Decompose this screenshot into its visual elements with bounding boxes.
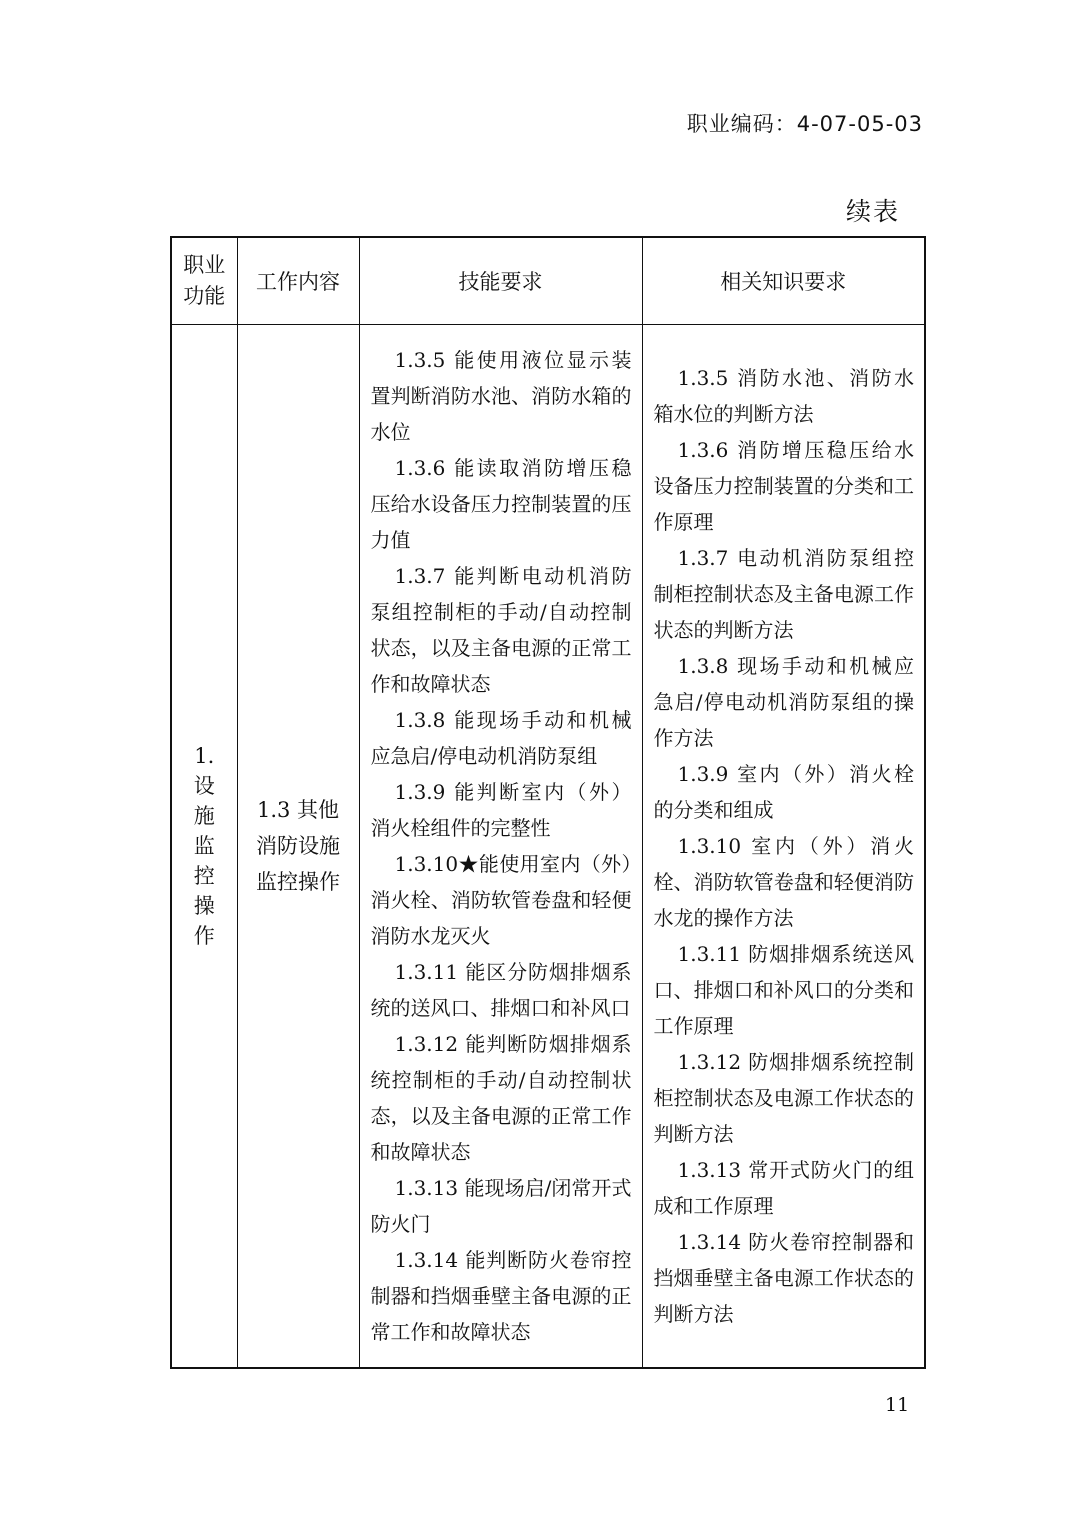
knowledge-item: 1.3.7 电动机消防泵组控制柜控制状态及主备电源工作状态的判断方法 bbox=[653, 546, 914, 642]
function-text: 操 bbox=[193, 894, 215, 918]
skill-item: 1.3.6 能读取消防增压稳压给水设备压力控制装置的压力值 bbox=[370, 456, 632, 552]
knowledge-item: 1.3.13 常开式防火门的组成和工作原理 bbox=[653, 1158, 914, 1218]
work-content-cell bbox=[237, 325, 359, 1369]
function-text: 控 bbox=[193, 864, 215, 888]
knowledge-item: 1.3.8 现场手动和机械应急启/停电动机消防泵组的操作方法 bbox=[653, 654, 914, 750]
occupation-code: 职业编码：4-07-05-03 bbox=[686, 112, 923, 136]
knowledge-item: 1.3.10 室内（外）消火栓、消防软管卷盘和轻便消防水龙的操作方法 bbox=[653, 834, 914, 930]
function-text: 1. bbox=[194, 744, 215, 768]
header-function: 职业 功能 bbox=[171, 237, 237, 325]
knowledge-item: 1.3.9 室内（外）消火栓的分类和组成 bbox=[653, 762, 914, 822]
page-number: 11 bbox=[885, 1394, 910, 1416]
skills-table bbox=[170, 236, 926, 1369]
function-text: 设 bbox=[193, 774, 215, 798]
function-text: 作 bbox=[193, 924, 215, 948]
function-cell bbox=[171, 325, 237, 1369]
skill-item: 1.3.14 能判断防火卷帘控制器和挡烟垂壁主备电源的正常工作和故障状态 bbox=[370, 1248, 632, 1344]
skills-cell bbox=[359, 325, 642, 1369]
skill-item: 1.3.9 能判断室内（外）消火栓组件的完整性 bbox=[370, 780, 632, 840]
skill-item: 1.3.10★能使用室内（外）消火栓、消防软管卷盘和轻便消防水龙灭火 bbox=[370, 852, 632, 948]
knowledge-item: 1.3.5 消防水池、消防水箱水位的判断方法 bbox=[653, 366, 914, 426]
header-skills: 技能要求 bbox=[359, 237, 642, 325]
table-row bbox=[171, 325, 925, 1369]
header-knowledge: 相关知识要求 bbox=[642, 237, 925, 325]
function-text: 监 bbox=[193, 834, 215, 858]
knowledge-item: 1.3.11 防烟排烟系统送风口、排烟口和补风口的分类和工作原理 bbox=[653, 942, 914, 1038]
header-work-content: 工作内容 bbox=[237, 237, 359, 325]
work-content-text: 监控操作 bbox=[256, 870, 340, 894]
skill-item: 1.3.11 能区分防烟排烟系统的送风口、排烟口和补风口 bbox=[370, 960, 632, 1020]
skill-item: 1.3.8 能现场手动和机械应急启/停电动机消防泵组 bbox=[370, 708, 632, 768]
skill-item: 1.3.5 能使用液位显示装置判断消防水池、消防水箱的水位 bbox=[370, 348, 632, 444]
table-header-row bbox=[171, 237, 925, 325]
knowledge-item: 1.3.14 防火卷帘控制器和挡烟垂壁主备电源工作状态的判断方法 bbox=[653, 1230, 914, 1326]
skill-item: 1.3.13 能现场启/闭常开式防火门 bbox=[370, 1176, 632, 1236]
skill-item: 1.3.7 能判断电动机消防泵组控制柜的手动/自动控制状态，以及主备电源的正常工作和故障状态 bbox=[370, 564, 632, 696]
skill-item: 1.3.12 能判断防烟排烟系统控制柜的手动/自动控制状态，以及主备电源的正常工作和故障状态 bbox=[370, 1032, 632, 1164]
knowledge-cell bbox=[642, 325, 925, 1369]
knowledge-item: 1.3.6 消防增压稳压给水设备压力控制装置的分类和工作原理 bbox=[653, 438, 914, 534]
continued-label: 续表 bbox=[846, 197, 901, 226]
work-content-text: 1.3 其他 bbox=[256, 798, 340, 822]
function-text: 施 bbox=[193, 804, 215, 828]
work-content-text: 消防设施 bbox=[256, 834, 340, 858]
knowledge-item: 1.3.12 防烟排烟系统控制柜控制状态及电源工作状态的判断方法 bbox=[653, 1050, 914, 1146]
